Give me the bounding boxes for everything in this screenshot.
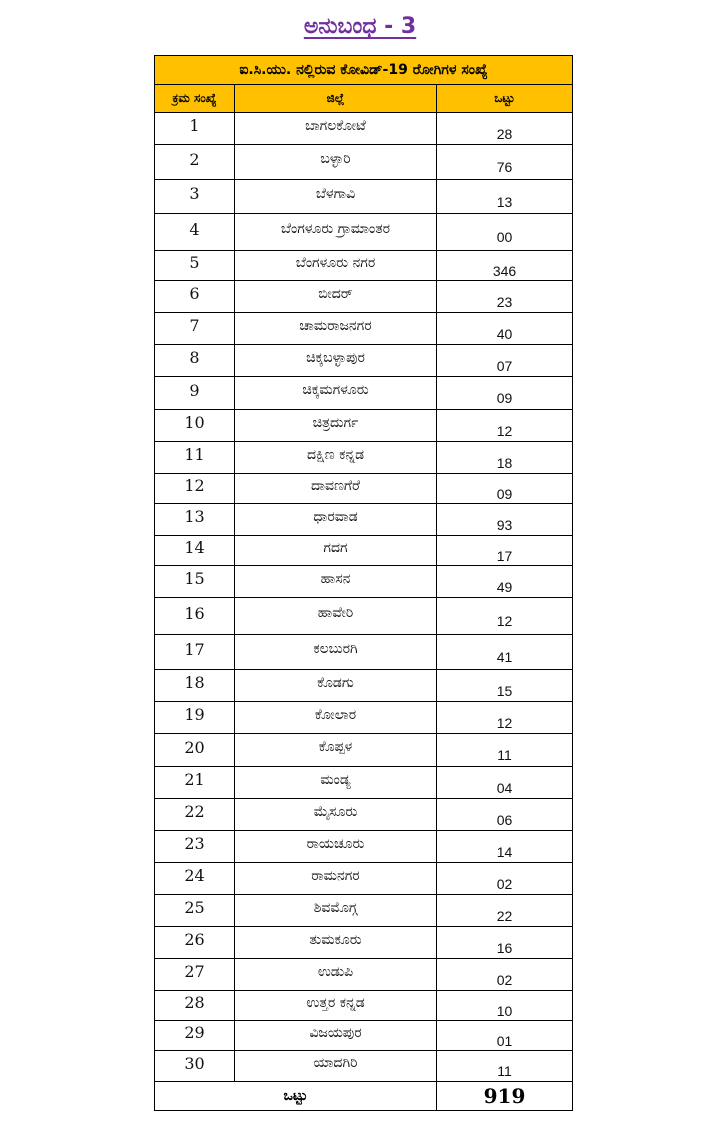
table-row — [155, 313, 573, 345]
table-row — [155, 442, 573, 474]
district-cell: ಹಾಸನ — [235, 566, 437, 598]
district-cell: ಬಳ್ಳಾರಿ — [235, 145, 437, 180]
table-row — [155, 345, 573, 377]
serial-number-cell: 28 — [155, 991, 235, 1021]
table-row — [155, 504, 573, 536]
table-row — [155, 598, 573, 635]
serial-number-cell: 24 — [155, 863, 235, 895]
count-cell: 28 — [437, 113, 573, 145]
serial-number-cell: 20 — [155, 734, 235, 767]
column-header-district: ಜಿಲ್ಲೆ — [235, 85, 437, 113]
serial-number-cell: 19 — [155, 702, 235, 734]
column-header-serial: ಕ್ರಮ ಸಂಖ್ಯೆ — [155, 85, 235, 113]
serial-number-cell: 5 — [155, 251, 235, 281]
district-cell: ಬಾಗಲಕೋಟೆ — [235, 113, 437, 145]
table-row — [155, 145, 573, 180]
count-cell: 93 — [437, 504, 573, 536]
count-cell: 11 — [437, 734, 573, 767]
count-cell: 10 — [437, 991, 573, 1021]
count-cell: 06 — [437, 799, 573, 831]
table-caption: ಐ.ಸಿ.ಯು. ನಲ್ಲಿರುವ ಕೋವಿಡ್-19 ರೋಗಿಗಳ ಸಂಖ್ಯೆ — [155, 56, 573, 85]
district-cell: ರಾಯಚೂರು — [235, 831, 437, 863]
table-row — [155, 895, 573, 927]
district-cell: ಧಾರವಾಡ — [235, 504, 437, 536]
serial-number-cell: 7 — [155, 313, 235, 345]
count-cell: 15 — [437, 670, 573, 702]
table-row — [155, 281, 573, 313]
district-cell: ಶಿವಮೊಗ್ಗ — [235, 895, 437, 927]
district-cell: ದಾವಣಗೆರೆ — [235, 474, 437, 504]
count-cell: 49 — [437, 566, 573, 598]
district-cell: ಮೈಸೂರು — [235, 799, 437, 831]
district-cell: ಉಡುಪಿ — [235, 959, 437, 991]
district-cell: ಚಾಮರಾಜನಗರ — [235, 313, 437, 345]
serial-number-cell: 18 — [155, 670, 235, 702]
count-cell: 09 — [437, 474, 573, 504]
total-value: 919 — [437, 1082, 573, 1111]
district-cell: ಚಿಕ್ಕಮಗಳೂರು — [235, 377, 437, 410]
table-row — [155, 180, 573, 214]
serial-number-cell: 4 — [155, 214, 235, 251]
district-cell: ಚಿಕ್ಕಬಳ್ಳಾಪುರ — [235, 345, 437, 377]
district-cell: ಚಿತ್ರದುರ್ಗ — [235, 410, 437, 442]
page-title — [0, 14, 720, 39]
district-cell: ತುಮಕೂರು — [235, 927, 437, 959]
table-row — [155, 214, 573, 251]
table-row — [155, 734, 573, 767]
table-row — [155, 377, 573, 410]
count-cell: 02 — [437, 959, 573, 991]
table-row — [155, 767, 573, 799]
serial-number-cell: 11 — [155, 442, 235, 474]
annexure-title: ಅನುಬಂಧ - 3 — [303, 14, 417, 39]
district-cell: ಬೆಂಗಳೂರು ನಗರ — [235, 251, 437, 281]
table-row — [155, 566, 573, 598]
count-cell: 07 — [437, 345, 573, 377]
serial-number-cell: 21 — [155, 767, 235, 799]
count-cell: 22 — [437, 895, 573, 927]
district-cell: ರಾಮನಗರ — [235, 863, 437, 895]
district-cell: ಬೆಂಗಳೂರು ಗ್ರಾಮಾಂತರ — [235, 214, 437, 251]
serial-number-cell: 22 — [155, 799, 235, 831]
table-row — [155, 1021, 573, 1051]
serial-number-cell: 15 — [155, 566, 235, 598]
count-cell: 41 — [437, 635, 573, 670]
table-row — [155, 863, 573, 895]
table-row — [155, 474, 573, 504]
serial-number-cell: 8 — [155, 345, 235, 377]
serial-number-cell: 9 — [155, 377, 235, 410]
table-row — [155, 702, 573, 734]
table-caption-row — [155, 56, 573, 85]
serial-number-cell: 23 — [155, 831, 235, 863]
table-row — [155, 536, 573, 566]
table-row — [155, 251, 573, 281]
count-cell: 00 — [437, 214, 573, 251]
table-row — [155, 959, 573, 991]
district-cell: ಗದಗ — [235, 536, 437, 566]
district-cell: ಮಂಡ್ಯ — [235, 767, 437, 799]
count-cell: 09 — [437, 377, 573, 410]
district-cell: ಯಾದಗಿರಿ — [235, 1051, 437, 1082]
count-cell: 04 — [437, 767, 573, 799]
serial-number-cell: 1 — [155, 113, 235, 145]
count-cell: 12 — [437, 702, 573, 734]
count-cell: 12 — [437, 598, 573, 635]
count-cell: 12 — [437, 410, 573, 442]
count-cell: 16 — [437, 927, 573, 959]
district-cell: ಕೊಡಗು — [235, 670, 437, 702]
table-row — [155, 113, 573, 145]
district-cell: ಕಲಬುರಗಿ — [235, 635, 437, 670]
count-cell: 76 — [437, 145, 573, 180]
table-row — [155, 410, 573, 442]
table-row — [155, 831, 573, 863]
district-cell: ವಿಜಯಪುರ — [235, 1021, 437, 1051]
serial-number-cell: 6 — [155, 281, 235, 313]
count-cell: 23 — [437, 281, 573, 313]
table-row — [155, 670, 573, 702]
table-row — [155, 799, 573, 831]
column-header-total: ಒಟ್ಟು — [437, 85, 573, 113]
serial-number-cell: 26 — [155, 927, 235, 959]
count-cell: 17 — [437, 536, 573, 566]
serial-number-cell: 2 — [155, 145, 235, 180]
count-cell: 13 — [437, 180, 573, 214]
district-cell: ಬೆಳಗಾವಿ — [235, 180, 437, 214]
serial-number-cell: 27 — [155, 959, 235, 991]
table-row — [155, 927, 573, 959]
count-cell: 11 — [437, 1051, 573, 1082]
district-cell: ಹಾವೇರಿ — [235, 598, 437, 635]
count-cell: 18 — [437, 442, 573, 474]
district-cell: ಬೀದರ್ — [235, 281, 437, 313]
serial-number-cell: 3 — [155, 180, 235, 214]
serial-number-cell: 29 — [155, 1021, 235, 1051]
serial-number-cell: 17 — [155, 635, 235, 670]
district-cell: ಉತ್ತರ ಕನ್ನಡ — [235, 991, 437, 1021]
count-cell: 01 — [437, 1021, 573, 1051]
table-row — [155, 635, 573, 670]
count-cell: 14 — [437, 831, 573, 863]
table-header-row — [155, 85, 573, 113]
table-row — [155, 991, 573, 1021]
district-cell: ಕೋಲಾರ — [235, 702, 437, 734]
district-cell: ದಕ್ಷಿಣ ಕನ್ನಡ — [235, 442, 437, 474]
serial-number-cell: 12 — [155, 474, 235, 504]
icu-patients-table — [154, 55, 573, 1111]
count-cell: 02 — [437, 863, 573, 895]
serial-number-cell: 16 — [155, 598, 235, 635]
serial-number-cell: 14 — [155, 536, 235, 566]
serial-number-cell: 30 — [155, 1051, 235, 1082]
serial-number-cell: 10 — [155, 410, 235, 442]
count-cell: 40 — [437, 313, 573, 345]
total-row — [155, 1082, 573, 1111]
count-cell: 346 — [437, 251, 573, 281]
table-row — [155, 1051, 573, 1082]
district-cell: ಕೊಪ್ಪಳ — [235, 734, 437, 767]
serial-number-cell: 13 — [155, 504, 235, 536]
total-label: ಒಟ್ಟು — [155, 1082, 437, 1111]
serial-number-cell: 25 — [155, 895, 235, 927]
